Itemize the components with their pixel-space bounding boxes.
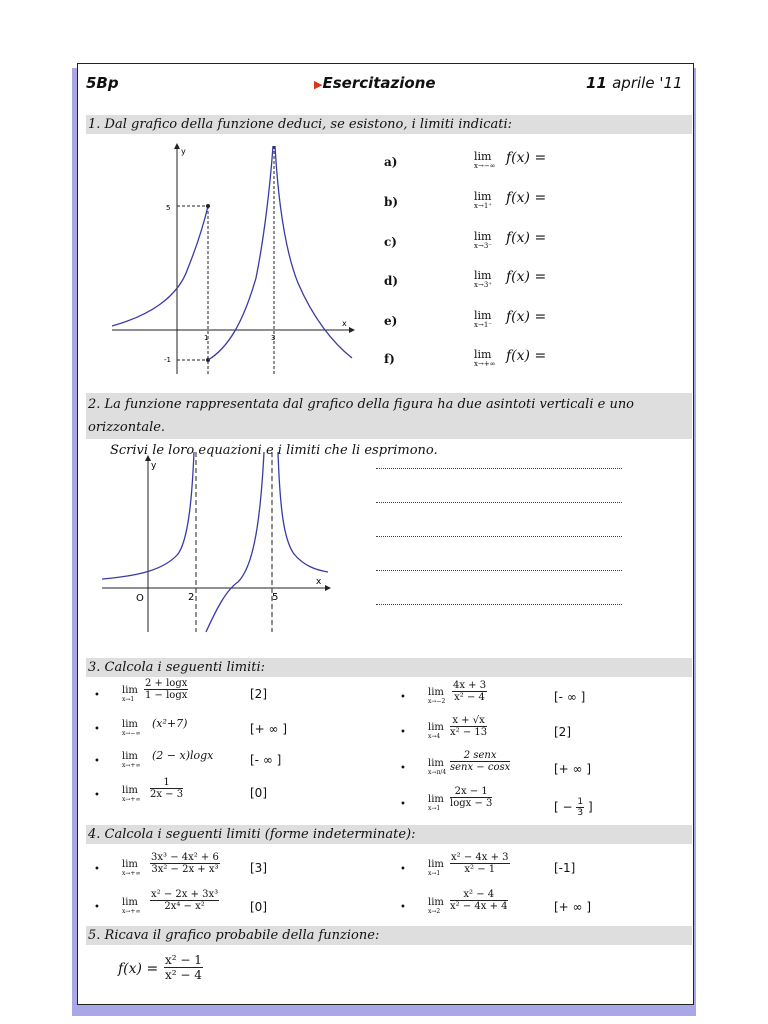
bullet: • xyxy=(94,724,100,735)
curve-middle xyxy=(206,452,264,632)
limit-expression: lim x→+∞ xyxy=(474,348,496,368)
curve-right xyxy=(275,146,352,358)
limit-word: lim x→π/4 xyxy=(428,758,447,776)
limit-word: lim x→4 xyxy=(428,722,444,740)
bullet: • xyxy=(400,864,406,875)
closed-point xyxy=(206,204,210,208)
answer-line xyxy=(376,535,622,537)
answer-fraction: $\frac{1}{3}$ xyxy=(577,797,584,818)
answer: [- ∞ ] xyxy=(250,753,282,767)
limit-word: lim x→+∞ xyxy=(122,751,141,769)
tick-label: 2 xyxy=(188,592,195,603)
fraction: $\frac{1}{2x - 3}$ xyxy=(150,777,184,800)
tick-label: 5 xyxy=(166,204,171,212)
fraction: $\frac{2x - 1}{\log x - 3}$ xyxy=(450,786,493,809)
limit-expression: lim x→3⁻ xyxy=(474,230,492,250)
answer: [0] xyxy=(250,900,267,914)
tick-label: 3 xyxy=(271,334,276,342)
worksheet-page xyxy=(77,63,694,1005)
tick-label: -1 xyxy=(164,356,171,364)
x-axis-label: x xyxy=(316,577,322,587)
arrow-icon: ▶ xyxy=(314,78,323,91)
y-axis-label: y xyxy=(151,461,157,471)
answer: [2] xyxy=(250,687,267,701)
class-label: 5Bp xyxy=(86,74,119,92)
curve-left xyxy=(112,206,208,326)
answer: [0] xyxy=(250,786,267,800)
answer-line xyxy=(376,603,622,605)
question-5: 5. Ricava il grafico probabile della funzione: xyxy=(86,926,692,945)
answer: [+ ∞ ] xyxy=(554,762,592,776)
question-2: 2. La funzione rappresentata dal grafico della figura ha due asintoti verticali e uno orizzontale. Scrivi le loro equazioni e i limiti che li esprimono. xyxy=(86,393,692,439)
limit-word: lim x→1 xyxy=(428,859,444,877)
limit-word: lim x→+∞ xyxy=(122,785,141,803)
function-name: f(x) = xyxy=(118,961,159,977)
item-label: c) xyxy=(384,235,397,249)
limit-expression: lim x→1⁺ xyxy=(474,190,492,210)
tick-label: 1 xyxy=(204,334,209,342)
fraction: $\frac{2 + \log x}{1 - \log x}$ xyxy=(145,678,188,701)
bullet: • xyxy=(94,756,100,767)
x-axis-label: x xyxy=(342,319,347,328)
bullet: • xyxy=(400,763,406,774)
fraction: $\frac{x + √x}{\text{x² − 13}}$ xyxy=(450,715,488,738)
answer-line xyxy=(376,467,622,469)
limit-expression: lim x→−∞ xyxy=(474,150,496,170)
limit-word: lim x→+∞ xyxy=(122,859,141,877)
tick-label: 5 xyxy=(272,592,279,603)
worksheet-title: ▶Esercitazione xyxy=(314,74,436,92)
item-label: b) xyxy=(384,195,399,209)
expression: (2 − x)logx xyxy=(152,749,214,762)
answer: [2] xyxy=(554,725,571,739)
function-expression: f(x) = xyxy=(506,309,547,325)
function-fraction: $\frac{\text{x² − 1}}{\text{x² − 4}}$ xyxy=(165,953,202,982)
bullet: • xyxy=(94,790,100,801)
answer: [ − $\frac{1}{3}$ ] xyxy=(554,797,593,818)
limit-word: lim x→1 xyxy=(122,685,138,703)
function-expression: f(x) = xyxy=(506,190,547,206)
answer-line xyxy=(376,501,622,503)
limit-word: lim x→+∞ xyxy=(122,897,141,915)
y-axis-label: y xyxy=(181,147,186,156)
fraction: $\frac{\text{x² − 4x + 3}}{\text{x² − 1}}$ xyxy=(451,852,509,875)
answer: [- ∞ ] xyxy=(554,690,586,704)
expression: (x²+7) xyxy=(152,717,188,730)
limit-word: lim x→2 xyxy=(428,897,444,915)
function-expression: f(x) = xyxy=(506,348,547,364)
bullet: • xyxy=(400,799,406,810)
function-expression: f(x) = xyxy=(506,269,547,285)
bullet: • xyxy=(94,690,100,701)
bullet: • xyxy=(94,902,100,913)
limit-expression: lim x→1⁻ xyxy=(474,309,492,329)
bullet: • xyxy=(400,902,406,913)
question-1: 1. Dal grafico della funzione deduci, se esistono, i limiti indicati: xyxy=(86,115,692,134)
question-3: 3. Calcola i seguenti limiti: xyxy=(86,658,692,677)
answer: [+ ∞ ] xyxy=(250,722,288,736)
limit-word: lim x→−∞ xyxy=(122,719,141,737)
limit-word: lim x→1 xyxy=(428,794,444,812)
function-expression: f(x) = xyxy=(506,150,547,166)
curve-right xyxy=(278,452,328,572)
q1-graph xyxy=(108,138,358,378)
answer: [+ ∞ ] xyxy=(554,900,592,914)
bullet: • xyxy=(400,692,406,703)
item-label: d) xyxy=(384,274,399,288)
answer: [3] xyxy=(250,861,267,875)
item-label: f) xyxy=(384,352,395,366)
fraction: $\frac{4x + 3}{\text{x² − 4}}$ xyxy=(453,680,487,703)
bullet: • xyxy=(94,864,100,875)
date-label: 11 aprile '11 xyxy=(586,74,683,92)
fraction: $\frac{\text{3x³ − 4x² + 6}}{\text{3x² − 2x + x³}}$ xyxy=(151,852,219,875)
item-label: a) xyxy=(384,155,398,169)
origin-label: O xyxy=(136,593,144,604)
fraction: $\frac{\text{x² − 2x + 3x³}}{\text{2x⁴ − x²}}$ xyxy=(151,889,219,912)
function-expression: f(x) = xyxy=(506,230,547,246)
limit-expression: lim x→3⁺ xyxy=(474,269,492,289)
answer-line xyxy=(376,569,622,571)
fraction: $\frac{\text{x² − 4}}{\text{x² − 4x + 4}}$ xyxy=(450,889,508,912)
q2-graph xyxy=(98,450,338,634)
answer: [-1] xyxy=(554,861,576,875)
curve-middle xyxy=(208,146,276,360)
fraction: 2 senx senx − cosx xyxy=(450,750,511,773)
limit-word: lim x→−2 xyxy=(428,687,446,705)
item-label: e) xyxy=(384,314,398,328)
bullet: • xyxy=(400,727,406,738)
question-4: 4. Calcola i seguenti limiti (forme indeterminate): xyxy=(86,825,692,844)
